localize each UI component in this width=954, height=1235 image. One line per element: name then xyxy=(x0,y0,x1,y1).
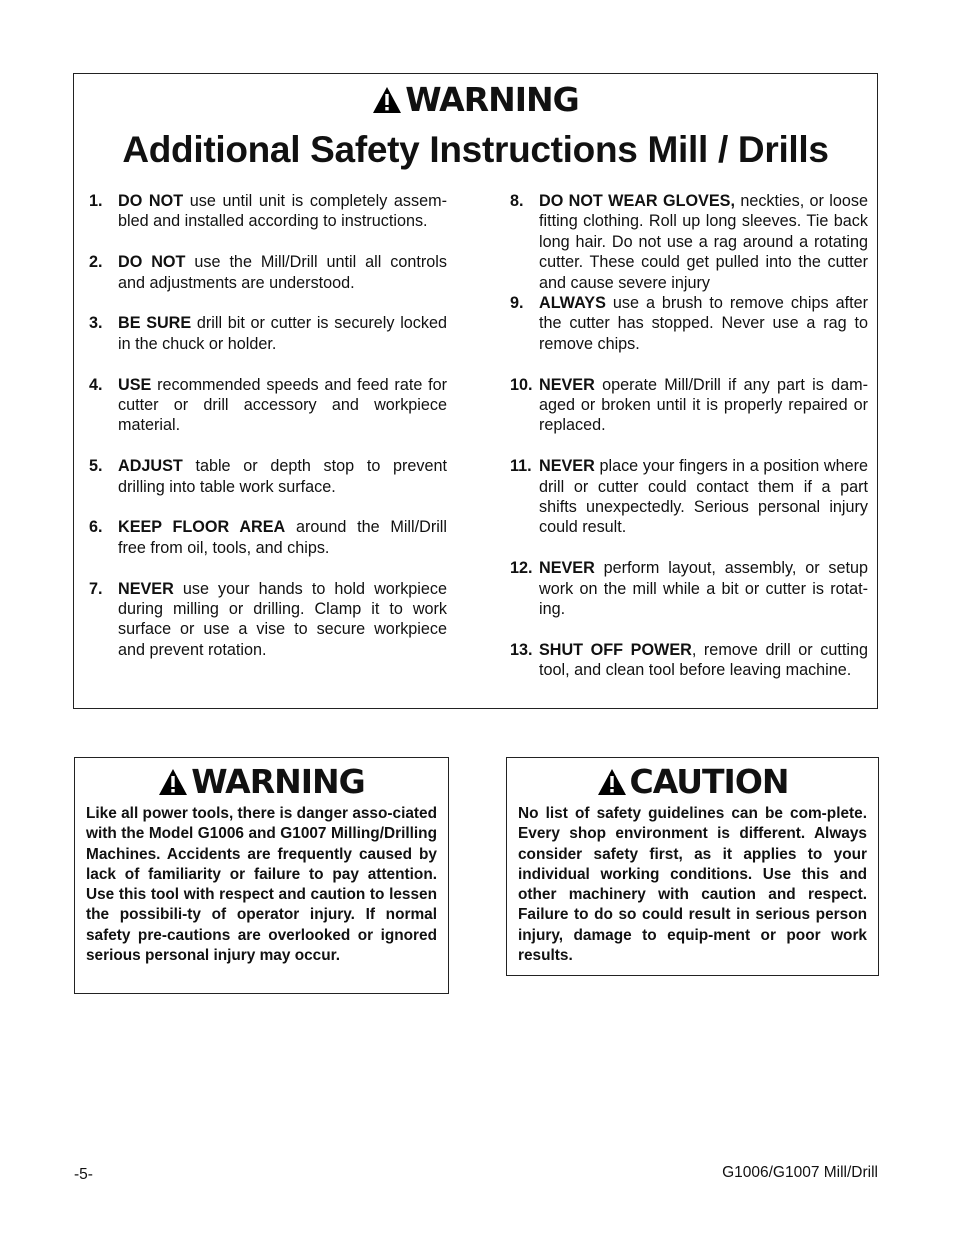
list-item: 8. DO NOT WEAR GLOVES, neckties, or loose fitting clothing. Roll up long sleeves. Tie back long hair. Do not use a rag around a rotating cutter. These could get pulled into the cutter and cause severe injury xyxy=(510,192,869,292)
instructions-right-column xyxy=(510,191,868,681)
warning-box xyxy=(74,757,449,994)
page-title: Additional Safety Instructions Mill / Drills xyxy=(122,129,829,170)
list-item: 3. BE SURE drill bit or cutter is securely locked in the chuck or holder. xyxy=(89,314,447,353)
list-item: 10. NEVER operate Mill/Drill if any part is dam-aged or broken until it is properly repaired or replaced. xyxy=(510,375,868,435)
main-warning-panel xyxy=(73,73,878,709)
list-item: 7. NEVER use your hands to hold workpiece during milling or drilling. Clamp it to work surface or use a vise to secure workpiece and prevent rotation. xyxy=(89,579,447,659)
banner-label: WARNING xyxy=(191,762,365,801)
list-item: 2. DO NOT use the Mill/Drill until all controls and adjustments are understood. xyxy=(89,253,447,292)
footer-model: G1006/G1007 Mill/Drill xyxy=(722,1164,878,1181)
caution-banner xyxy=(507,762,878,801)
list-item: 13. SHUT OFF POWER, remove drill or cutting tool, and clean tool before leaving machine. xyxy=(510,640,868,680)
page-number: -5- xyxy=(74,1166,93,1183)
warning-triangle-icon xyxy=(597,768,627,796)
list-item: 4. USE recommended speeds and feed rate for cutter or drill accessory and workpiece material. xyxy=(89,375,447,435)
list-item: 6. KEEP FLOOR AREA around the Mill/Drill free from oil, tools, and chips. xyxy=(89,518,447,557)
main-warning-banner xyxy=(74,80,877,119)
caution-box xyxy=(506,757,879,976)
list-item: 12. NEVER perform layout, assembly, or setup work on the mill while a bit or cutter is rotat-ing. xyxy=(510,559,868,619)
banner-label: CAUTION xyxy=(629,762,789,801)
warning-triangle-icon xyxy=(372,86,402,114)
caution-text: No list of safety guidelines can be com-plete. Every shop environment is different. Always consider safety first, as it applies to your individual working conditions. Use this and other machinery with caution and respect. Failure to do so could result in serious person injury, damage to equip-ment or poor work results. xyxy=(518,805,867,965)
list-item: 9. ALWAYS use a brush to remove chips after the cutter has stopped. Never use a rag to remove chips. xyxy=(510,294,868,353)
list-item: 1. DO NOT use until unit is completely assem-bled and installed according to instructions. xyxy=(89,192,448,231)
warning-text: Like all power tools, there is danger asso-ciated with the Model G1006 and G1007 Milling/Drilling Machines. Accidents are frequently caused by lack of familiarity or failure to pay attention. Use this tool with respect and caution to lessen the possibili-ty of operator injury. If normal safety pre-cautions are overlooked or ignored serious personal injury may occur. xyxy=(86,805,437,965)
warning-triangle-icon xyxy=(158,768,188,796)
banner-label: WARNING xyxy=(405,80,579,119)
list-item: 5. ADJUST table or depth stop to prevent drilling into table work surface. xyxy=(89,457,447,496)
warning-banner xyxy=(75,762,448,801)
list-item: 11. NEVER place your fingers in a position where drill or cutter could contact them if a part shifts unexpectedly. Serious personal injury could result. xyxy=(510,457,868,537)
instructions-left-column xyxy=(89,191,447,660)
